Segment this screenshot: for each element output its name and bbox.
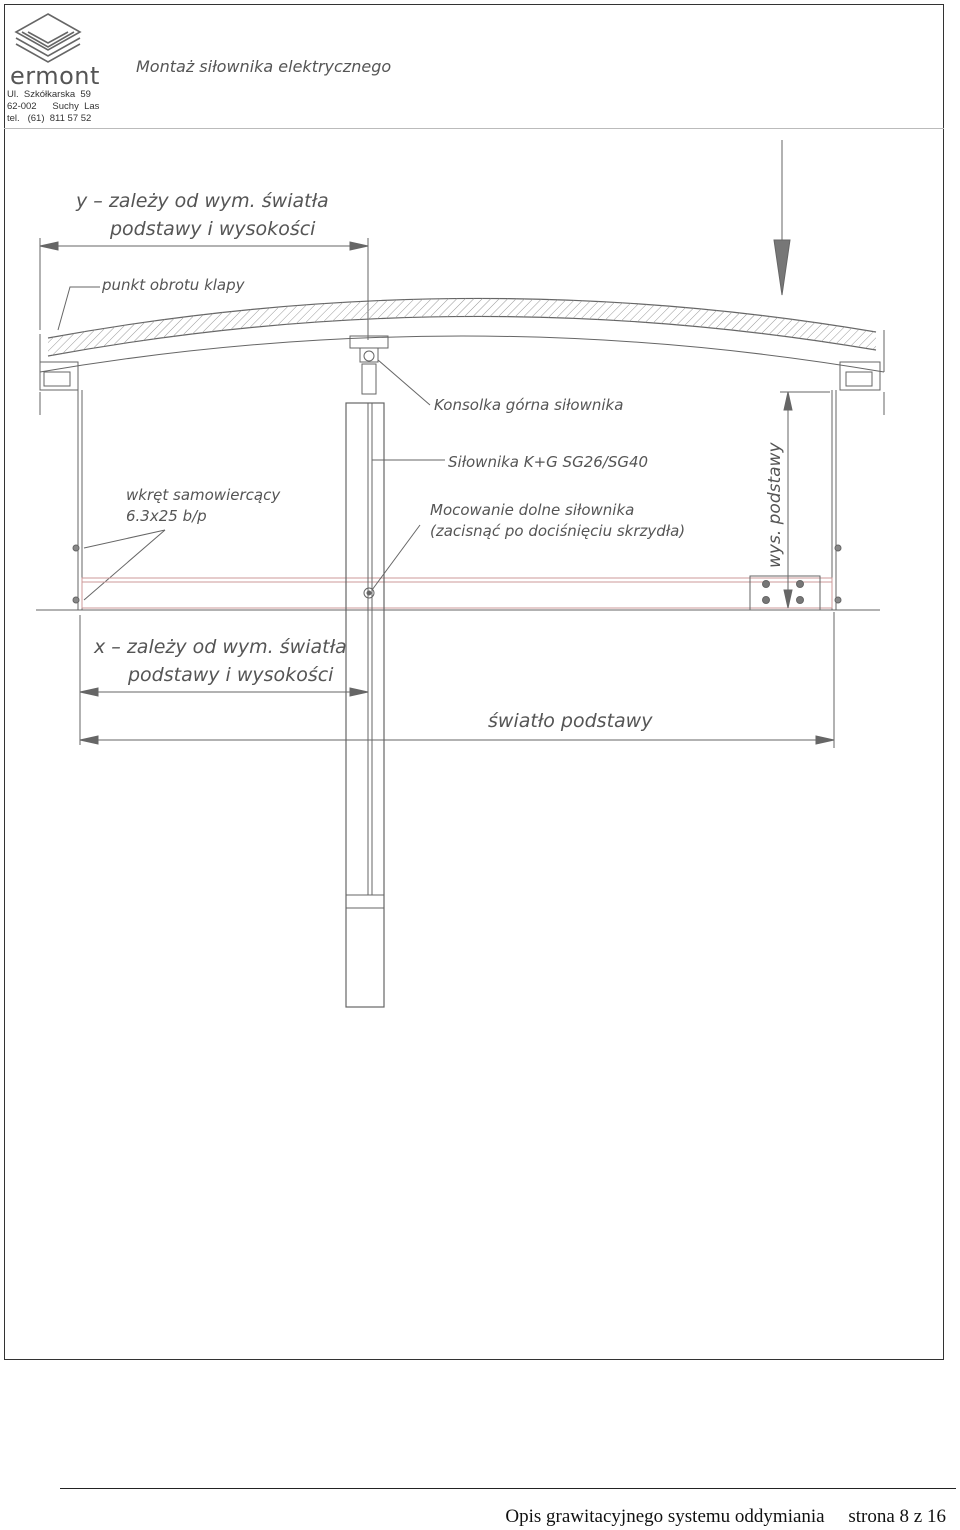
address-line-1: Ul. Szkółkarska 59 <box>7 89 91 100</box>
base-height-label: wys. podstawy <box>765 442 785 568</box>
footer-divider <box>60 1488 956 1489</box>
company-name: ermont <box>10 62 100 90</box>
address-line-3: tel. (61) 811 57 52 <box>7 113 92 124</box>
x-dimension-label-1: x – zależy od wym. światła <box>94 636 347 658</box>
lower-mount-label-1: Mocowanie dolne siłownika <box>430 501 635 519</box>
footer-doc-title: Opis grawitacyjnego systemu oddymiania <box>505 1506 825 1527</box>
load-arrow-icon <box>774 240 790 295</box>
base-opening-label: światło podstawy <box>488 710 653 732</box>
lower-mount-label-2: (zacisnąć po dociśnięciu skrzydła) <box>430 522 686 540</box>
actuator-label: Siłownika K+G SG26/SG40 <box>448 453 649 471</box>
upper-bracket-label: Konsolka górna siłownika <box>434 396 624 414</box>
pivot-label: punkt obrotu klapy <box>102 276 245 294</box>
footer-page-number: strona 8 z 16 <box>848 1506 946 1527</box>
screw-label-2: 6.3x25 b/p <box>126 507 207 525</box>
page-footer <box>505 1506 946 1528</box>
screw-label-1: wkręt samowiercący <box>126 486 281 504</box>
y-dimension-label-2: podstawy i wysokości <box>110 218 316 240</box>
drawing-title: Montaż siłownika elektrycznego <box>136 57 392 76</box>
address-line-2: 62-002 Suchy Las <box>7 101 100 112</box>
y-dimension-label-1: y – zależy od wym. światła <box>76 190 329 212</box>
x-dimension-label-2: podstawy i wysokości <box>128 664 334 686</box>
